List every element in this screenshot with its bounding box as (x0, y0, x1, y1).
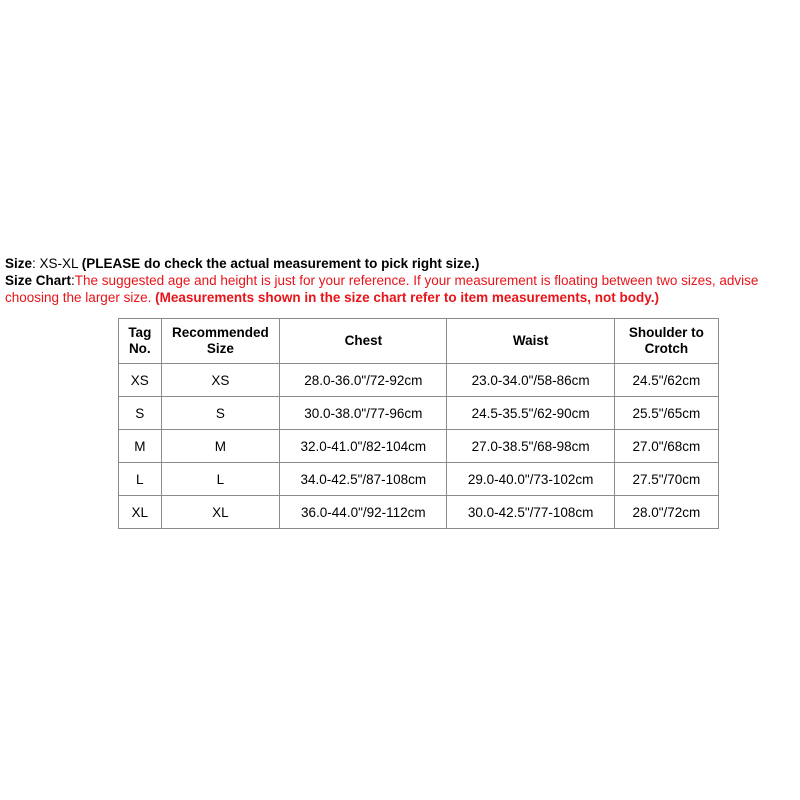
cell-waist: 23.0-34.0"/58-86cm (447, 364, 614, 397)
size-chart-text: The suggested age and height is just for your reference. If your measurement is floating between two sizes, advise choosing the larger size. (5, 273, 759, 305)
cell-shoulder-to-crotch: 27.0"/68cm (614, 430, 718, 463)
table-row (119, 430, 719, 463)
cell-recommended-size: XL (161, 496, 280, 529)
cell-chest: 36.0-44.0"/92-112cm (280, 496, 447, 529)
size-line (5, 255, 797, 272)
cell-chest: 30.0-38.0"/77-96cm (280, 397, 447, 430)
cell-chest: 32.0-41.0"/82-104cm (280, 430, 447, 463)
cell-tag-no: M (119, 430, 162, 463)
header-shoulder-to-crotch: Shoulder to Crotch (614, 319, 718, 364)
cell-shoulder-to-crotch: 25.5"/65cm (614, 397, 718, 430)
header-chest: Chest (280, 319, 447, 364)
cell-chest: 28.0-36.0"/72-92cm (280, 364, 447, 397)
size-chart-label: Size Chart (5, 273, 72, 288)
header-waist: Waist (447, 319, 614, 364)
cell-tag-no: L (119, 463, 162, 496)
cell-waist: 24.5-35.5"/62-90cm (447, 397, 614, 430)
cell-waist: 29.0-40.0"/73-102cm (447, 463, 614, 496)
table-row (119, 364, 719, 397)
table-header-row (119, 319, 719, 364)
cell-shoulder-to-crotch: 27.5"/70cm (614, 463, 718, 496)
size-note: (PLEASE do check the actual measurement to pick right size.) (81, 256, 480, 271)
header-recommended-size: Recommended Size (161, 319, 280, 364)
header-tag-no: Tag No. (119, 319, 162, 364)
cell-recommended-size: M (161, 430, 280, 463)
table-row (119, 496, 719, 529)
cell-waist: 27.0-38.5"/68-98cm (447, 430, 614, 463)
cell-tag-no: S (119, 397, 162, 430)
cell-recommended-size: S (161, 397, 280, 430)
cell-shoulder-to-crotch: 28.0"/72cm (614, 496, 718, 529)
cell-chest: 34.0-42.5"/87-108cm (280, 463, 447, 496)
table-row (119, 397, 719, 430)
cell-tag-no: XS (119, 364, 162, 397)
table-row (119, 463, 719, 496)
cell-waist: 30.0-42.5"/77-108cm (447, 496, 614, 529)
size-value: : XS-XL (32, 256, 82, 271)
cell-shoulder-to-crotch: 24.5"/62cm (614, 364, 718, 397)
cell-recommended-size: XS (161, 364, 280, 397)
size-chart-note: (Measurements shown in the size chart refer to item measurements, not body.) (155, 290, 659, 305)
cell-recommended-size: L (161, 463, 280, 496)
cell-tag-no: XL (119, 496, 162, 529)
size-chart-separator: : (71, 273, 75, 288)
size-chart-table (118, 318, 719, 529)
size-label: Size (5, 256, 33, 271)
size-intro (5, 255, 797, 306)
size-chart-line (5, 272, 797, 306)
